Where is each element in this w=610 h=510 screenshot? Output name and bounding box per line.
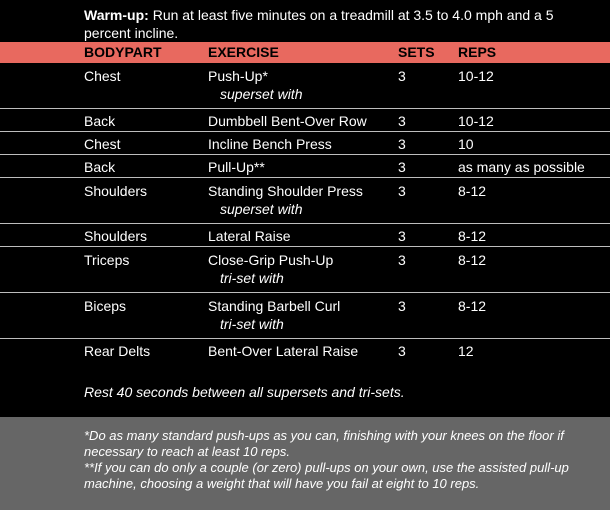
sets-cell: 3 <box>398 298 406 314</box>
table-row <box>0 109 610 132</box>
exercise-note: tri-set with <box>220 270 284 286</box>
warmup-label: Warm-up: <box>84 7 149 23</box>
header-sets: SETS <box>398 44 435 60</box>
bodypart-cell: Shoulders <box>84 183 148 199</box>
rest-note: Rest 40 seconds between all supersets and tri-sets. <box>0 371 610 417</box>
table-row <box>0 247 610 293</box>
reps-cell: 10-12 <box>458 68 494 84</box>
bodypart-cell: Shoulders <box>84 228 148 244</box>
exercise-name: Bent-Over Lateral Raise <box>208 343 359 359</box>
exercise-name: Standing Barbell Curl <box>208 298 341 314</box>
exercise-name: Dumbbell Bent-Over Row <box>208 113 367 129</box>
bodypart-cell: Chest <box>84 68 121 84</box>
exercise-note: superset with <box>220 201 303 217</box>
header-exercise: EXERCISE <box>208 44 279 60</box>
table-row <box>0 155 610 178</box>
exercise-note: tri-set with <box>220 316 284 332</box>
exercise-name: Push-Up* <box>208 68 268 84</box>
sets-cell: 3 <box>398 252 406 268</box>
bodypart-cell: Chest <box>84 136 121 152</box>
reps-cell: 8-12 <box>458 252 487 268</box>
exercise-cell <box>208 67 398 108</box>
bodypart-cell: Back <box>84 159 116 175</box>
exercise-name: Close-Grip Push-Up <box>208 252 334 268</box>
exercise-table <box>0 63 610 372</box>
bodypart-cell: Back <box>84 113 116 129</box>
bodypart-cell: Rear Delts <box>84 343 151 359</box>
table-row <box>0 178 610 224</box>
table-row <box>0 224 610 247</box>
warmup-text <box>0 0 610 42</box>
exercise-name: Incline Bench Press <box>208 136 332 152</box>
footnote-pullup: **If you can do only a couple (or zero) pull-ups on your own, use the assisted pull-up machine, choosing a weight that will have you fail at eight to 10 reps. <box>84 460 569 491</box>
sets-cell: 3 <box>398 228 406 244</box>
sets-cell: 3 <box>398 343 406 359</box>
exercise-name: Lateral Raise <box>208 228 291 244</box>
reps-cell: 12 <box>458 343 474 359</box>
footnote-pushup: *Do as many standard push-ups as you can, finishing with your knees on the floor if necessary to reach at least 10 reps. <box>84 428 564 459</box>
sets-cell: 3 <box>398 113 406 129</box>
table-row <box>0 293 610 339</box>
sets-cell: 3 <box>398 136 406 152</box>
warmup-description: Run at least five minutes on a treadmill at 3.5 to 4.0 mph and a 5 percent incline. <box>84 7 554 41</box>
bodypart-cell: Triceps <box>84 252 130 268</box>
table-row <box>0 132 610 155</box>
table-row <box>0 339 610 372</box>
exercise-cell <box>208 251 398 292</box>
header-bodypart: BODYPART <box>84 44 162 60</box>
exercise-name: Pull-Up** <box>208 159 265 175</box>
sets-cell: 3 <box>398 68 406 84</box>
exercise-note: superset with <box>220 86 303 102</box>
exercise-cell <box>208 182 398 223</box>
sets-cell: 3 <box>398 183 406 199</box>
exercise-cell <box>208 297 398 338</box>
reps-cell: 10-12 <box>458 113 494 129</box>
header-reps: REPS <box>458 44 497 60</box>
reps-cell: 10 <box>458 136 474 152</box>
reps-cell: 8-12 <box>458 183 487 199</box>
footnotes <box>0 417 610 510</box>
table-row <box>0 63 610 109</box>
reps-cell: 8-12 <box>458 298 487 314</box>
bodypart-cell: Biceps <box>84 298 127 314</box>
sets-cell: 3 <box>398 159 406 175</box>
reps-cell: 8-12 <box>458 228 487 244</box>
exercise-name: Standing Shoulder Press <box>208 183 363 199</box>
table-header <box>0 42 610 63</box>
reps-cell: as many as possible <box>458 159 585 175</box>
